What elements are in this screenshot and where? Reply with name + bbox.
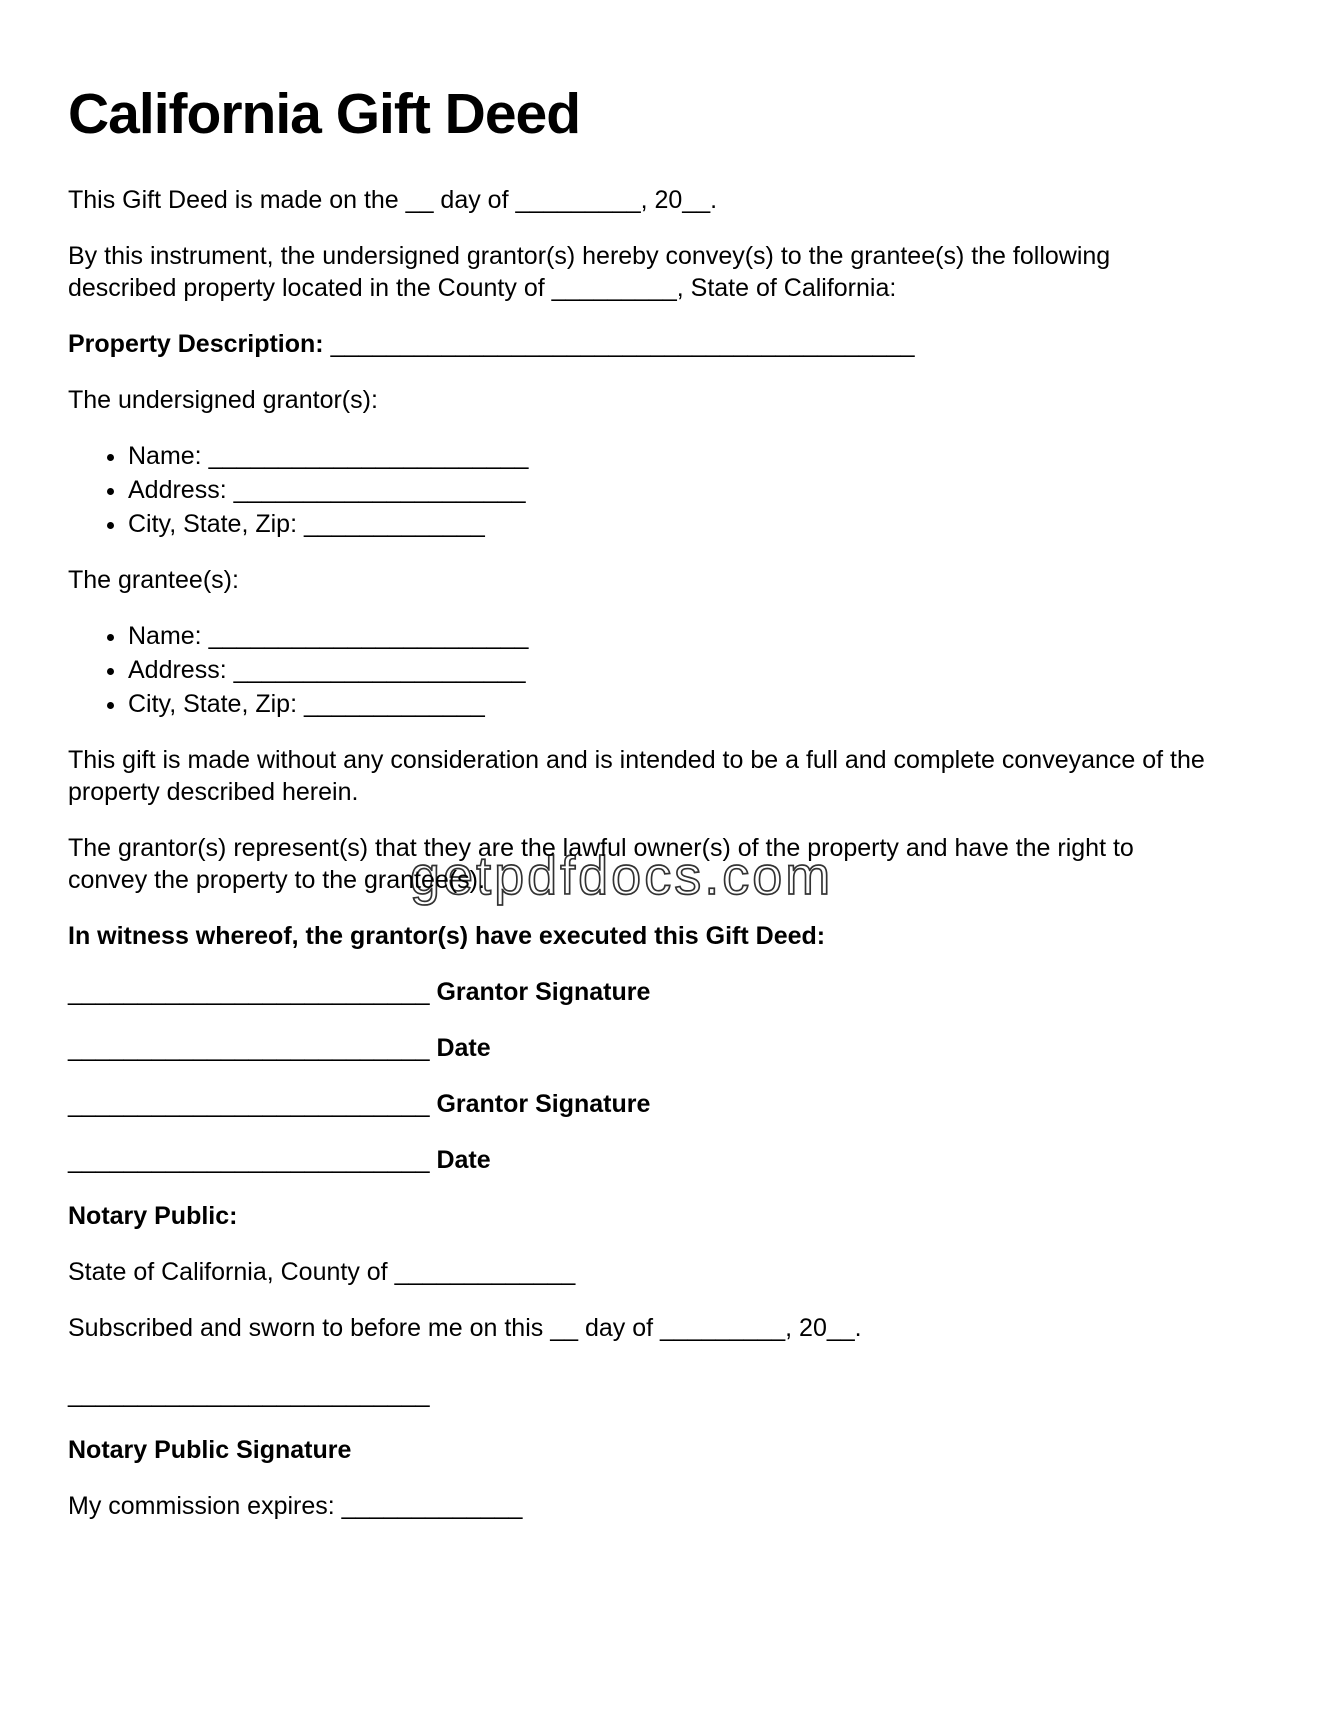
watermark-text: getpdfdocs.com [410, 846, 834, 906]
grantee-city-state-zip-line: • City, State, Zip: _____________ [128, 688, 1206, 720]
notary-state-county-line: State of California, County of _____________ [68, 1257, 576, 1286]
signature-row [68, 1088, 1206, 1120]
grantor-address-line: • Address: _____________________ [128, 474, 1206, 506]
grantors-heading: The undersigned grantor(s): [68, 385, 378, 414]
property-description-blank: __________________________________________ [330, 329, 915, 358]
document-content [68, 82, 1206, 1522]
signature-label: Date [436, 1145, 491, 1174]
gift-clause-paragraph: This gift is made without any consideration and is intended to be a full and complete conveyance of the property described herein. [68, 745, 1205, 806]
signature-blank: __________________________ [68, 1033, 430, 1062]
grantor-name-line: • Name: _______________________ [128, 440, 1206, 472]
signature-label: Grantor Signature [436, 977, 651, 1006]
notary-signature-blank: __________________________ [68, 1379, 430, 1408]
signature-blank: __________________________ [68, 1089, 430, 1118]
signature-blank: __________________________ [68, 1145, 430, 1174]
signature-label: Date [436, 1033, 491, 1062]
property-description-label: Property Description: [68, 329, 324, 358]
signature-label: Grantor Signature [436, 1089, 651, 1118]
ownership-clause-paragraph: The grantor(s) represent(s) that they are the lawful owner(s) of the property and have the right to convey the property to the grantee(s). [68, 833, 1134, 894]
signature-row [68, 1144, 1206, 1176]
grantees-heading: The grantee(s): [68, 565, 239, 594]
grantee-address-line: • Address: _____________________ [128, 654, 1206, 686]
page-title: California Gift Deed [68, 82, 581, 146]
notary-sworn-line: Subscribed and sworn to before me on this __ day of _________, 20__. [68, 1313, 862, 1342]
intro-paragraph: This Gift Deed is made on the __ day of _________, 20__. [68, 185, 718, 214]
grantor-city-state-zip-line: • City, State, Zip: _____________ [128, 508, 1206, 540]
signature-blank: __________________________ [68, 977, 430, 1006]
notary-heading: Notary Public: [68, 1201, 238, 1230]
conveyance-paragraph: By this instrument, the undersigned grantor(s) hereby convey(s) to the grantee(s) the following described property located in the County of _________, State of California: [68, 241, 1111, 302]
grantee-name-line: • Name: _______________________ [128, 620, 1206, 652]
grantees-list [68, 620, 1206, 720]
notary-signature-label: Notary Public Signature [68, 1435, 352, 1464]
witness-clause-heading: In witness whereof, the grantor(s) have executed this Gift Deed: [68, 921, 826, 950]
grantors-list [68, 440, 1206, 540]
signature-row [68, 976, 1206, 1008]
signature-row [68, 1032, 1206, 1064]
property-description-line [68, 328, 1206, 360]
notary-commission-line: My commission expires: _____________ [68, 1491, 523, 1520]
